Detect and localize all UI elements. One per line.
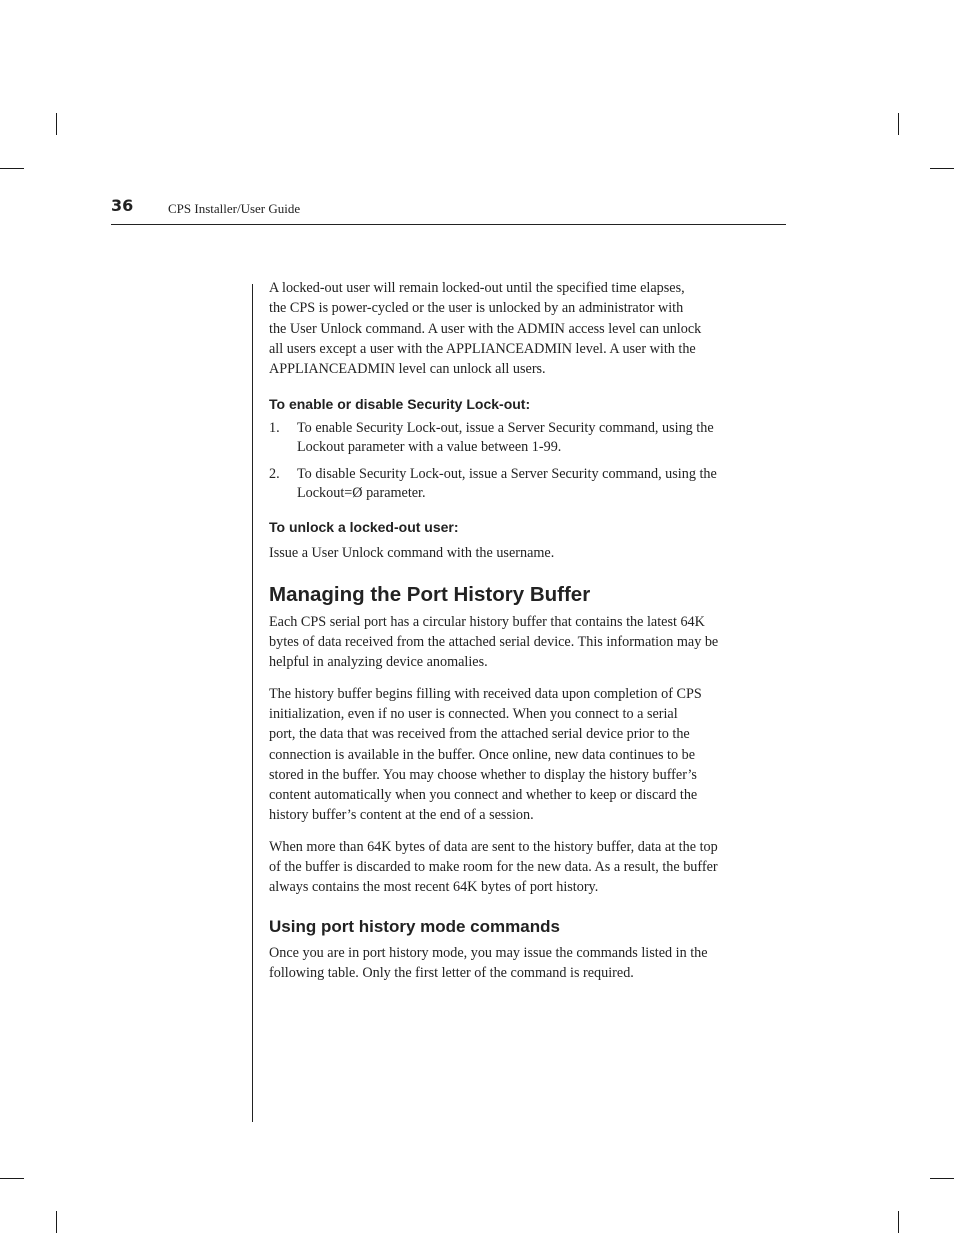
subsection-heading: Using port history mode commands — [269, 916, 560, 936]
text-line: history buffer’s content at the end of a session. — [269, 807, 534, 824]
text-line: A locked-out user will remain locked-out until the specified time elapses, — [269, 280, 685, 296]
crop-mark — [0, 168, 24, 169]
text-line: the CPS is power-cycled or the user is unlocked by an administrator with — [269, 300, 684, 317]
text-line: the User Unlock command. A user with the ADMIN access level can unlock — [269, 320, 702, 337]
text-line: Once you are in port history mode, you may issue the commands listed in the — [269, 944, 708, 961]
crop-mark — [930, 168, 954, 169]
text-line: To enable Security Lock-out, issue a Server Security command, using the — [297, 420, 714, 437]
text-line: of the buffer is discarded to make room for the new data. As a result, the buffer — [269, 859, 718, 876]
crop-mark — [898, 1211, 899, 1233]
text-line: all users except a user with the APPLIANCEADMIN level. A user with the — [269, 340, 696, 357]
text-line: When more than 64K bytes of data are sent to the history buffer, data at the top — [269, 838, 718, 855]
body-paragraph — [269, 612, 789, 673]
step-number: 2. — [269, 466, 280, 483]
text-line: To disable Security Lock-out, issue a Server Security command, using the — [297, 466, 717, 483]
crop-mark — [0, 1178, 24, 1179]
text-line: Lockout=Ø parameter. — [297, 484, 426, 501]
body-paragraph — [269, 684, 789, 826]
list-item — [269, 465, 789, 502]
intro-paragraph — [269, 278, 789, 379]
crop-mark — [56, 113, 57, 135]
text-line: APPLIANCEADMIN level can unlock all users. — [269, 361, 546, 378]
text-line: initialization, even if no user is connected. When you connect to a serial — [269, 705, 678, 722]
step-number: 1. — [269, 420, 280, 437]
unlock-paragraph — [269, 543, 789, 563]
body-paragraph — [269, 943, 789, 984]
text-line: always contains the most recent 64K bytes of port history. — [269, 879, 599, 896]
text-line: stored in the buffer. You may choose whether to display the history buffer’s — [269, 766, 697, 783]
body-paragraph — [269, 837, 789, 898]
procedure-heading-enable: To enable or disable Security Lock-out: — [269, 396, 531, 413]
list-item — [269, 419, 789, 456]
running-header — [111, 196, 786, 225]
crop-mark — [56, 1211, 57, 1233]
page-number: 36 — [111, 196, 134, 215]
text-line: following table. Only the first letter of the command is required. — [269, 964, 634, 981]
running-title: CPS Installer/User Guide — [168, 201, 301, 216]
text-line: Lockout parameter with a value between 1-99. — [297, 438, 562, 455]
text-line: port, the data that was received from the attached serial device prior to the — [269, 726, 690, 743]
crop-mark — [930, 1178, 954, 1179]
procedure-steps — [269, 419, 789, 502]
procedure-heading-unlock: To unlock a locked-out user: — [269, 519, 459, 536]
text-line: connection is available in the buffer. Once online, new data continues to be — [269, 746, 696, 763]
text-line: Issue a User Unlock command with the username. — [269, 545, 555, 562]
text-line: helpful in analyzing device anomalies. — [269, 654, 488, 671]
section-heading: Managing the Port History Buffer — [269, 582, 591, 606]
crop-mark — [898, 113, 899, 135]
page-content — [269, 278, 789, 983]
text-line: bytes of data received from the attached serial device. This information may be — [269, 634, 719, 651]
text-line: Each CPS serial port has a circular history buffer that contains the latest 64K — [269, 613, 705, 630]
text-line: The history buffer begins filling with received data upon completion of CPS — [269, 685, 702, 702]
text-line: content automatically when you connect and whether to keep or discard the — [269, 787, 698, 804]
margin-rule — [252, 284, 253, 1122]
